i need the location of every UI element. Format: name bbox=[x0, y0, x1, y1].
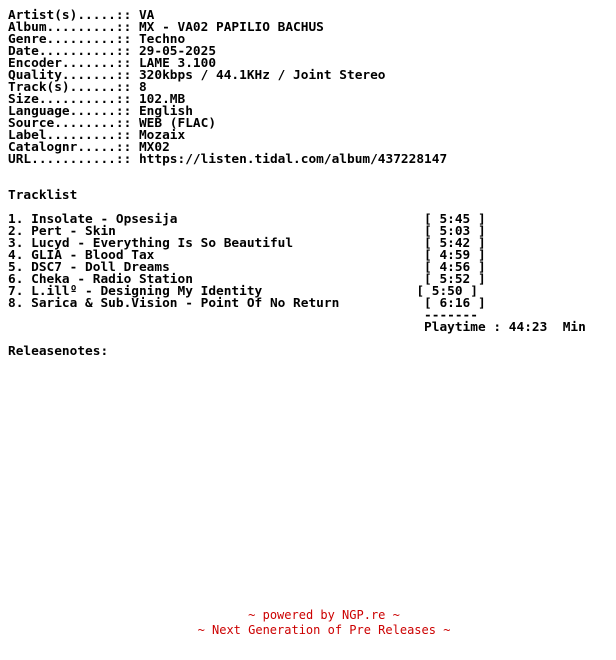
track-row: 8. Sarica & Sub.Vision - Point Of No Return [ 6:16 ] bbox=[8, 296, 486, 311]
releasenotes-heading: Releasenotes: bbox=[8, 344, 109, 359]
track-row: 7. L.illº - Designing My Identity [ 5:50 ] bbox=[8, 284, 478, 299]
label-line: Label.........:: Mozaix bbox=[8, 128, 186, 143]
footer-tagline: ~ Next Generation of Pre Releases ~ bbox=[197, 623, 451, 637]
catalognr-line: Catalognr.....:: MX02 bbox=[8, 140, 170, 155]
url-line: URL...........:: https://listen.tidal.com/album/437228147 bbox=[8, 152, 448, 167]
track-row: 6. Cheka - Radio Station [ 5:52 ] bbox=[8, 272, 486, 287]
playtime-total: Playtime : 44:23 Min bbox=[8, 320, 586, 335]
track-row: 2. Pert - Skin [ 5:03 ] bbox=[8, 224, 486, 239]
date-line: Date..........:: 29-05-2025 bbox=[8, 44, 217, 59]
tracklist-heading: Tracklist bbox=[8, 188, 78, 203]
album-line: Album.........:: MX - VA02 PAPILIO BACHUS bbox=[8, 20, 324, 35]
artist-line: Artist(s).....:: VA bbox=[8, 8, 155, 23]
track-row: 3. Lucyd - Everything Is So Beautiful [ 5:42 ] bbox=[8, 236, 486, 251]
track-row: 4. GLIA - Blood Tax [ 4:59 ] bbox=[8, 248, 486, 263]
encoder-line: Encoder.......:: LAME 3.100 bbox=[8, 56, 217, 71]
track-row: 1. Insolate - Opsesija [ 5:45 ] bbox=[8, 212, 486, 227]
quality-line: Quality.......:: 320kbps / 44.1KHz / Joint Stereo bbox=[8, 68, 386, 83]
blank-line bbox=[8, 166, 586, 178]
language-line: Language......:: English bbox=[8, 104, 193, 119]
tracks-count-line: Track(s)......:: 8 bbox=[8, 80, 147, 95]
size-line: Size..........:: 102.MB bbox=[8, 92, 186, 107]
source-line: Source........:: WEB (FLAC) bbox=[8, 116, 217, 131]
footer-powered-by: ~ powered by NGP.re ~ bbox=[248, 608, 400, 622]
genre-line: Genre.........:: Techno bbox=[8, 32, 186, 47]
nfo-text-block bbox=[8, 10, 586, 358]
track-row: 5. DSC7 - Doll Dreams [ 4:56 ] bbox=[8, 260, 486, 275]
tracklist-separator: ------- bbox=[8, 308, 478, 323]
blank-line bbox=[8, 178, 586, 190]
